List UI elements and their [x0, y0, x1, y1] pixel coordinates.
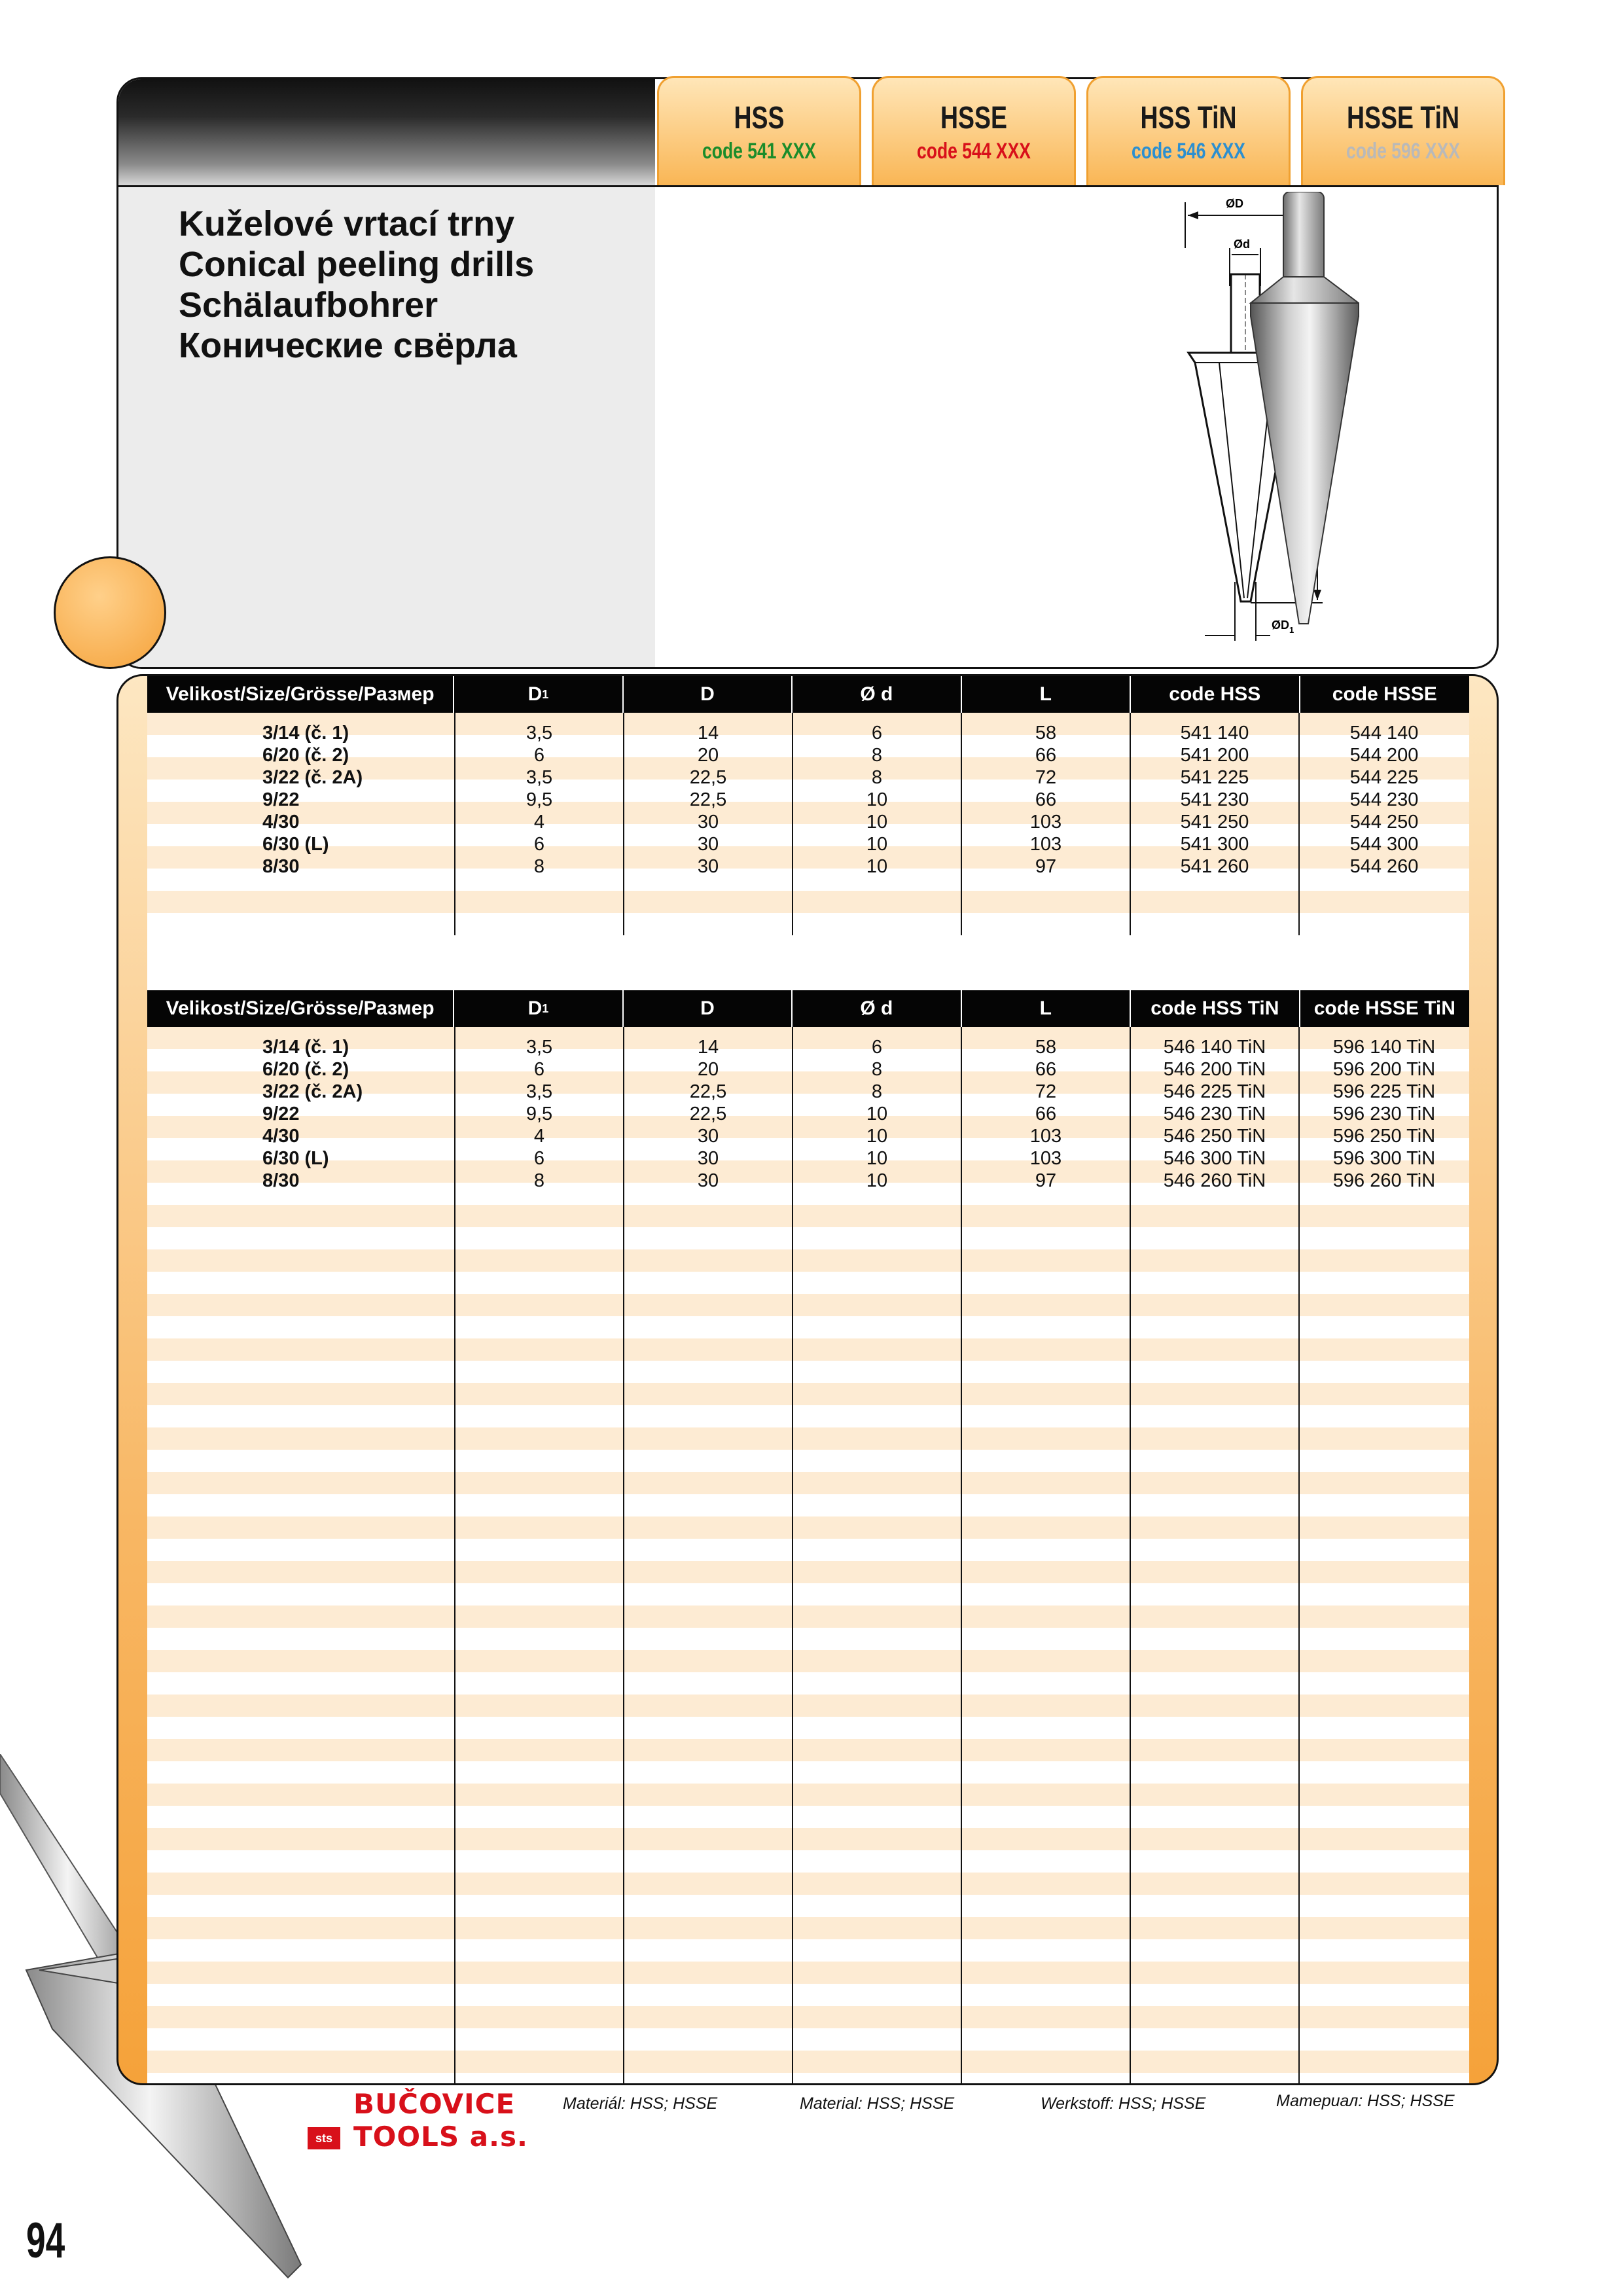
table-stripe — [147, 1583, 1469, 1605]
cell-d1: 4 — [533, 1125, 545, 1147]
col-size: Velikost/Size/Grösse/Размер — [147, 990, 454, 1027]
cell-size: 4/30 — [262, 1125, 300, 1147]
title-german: Schälaufbohrer — [179, 285, 438, 325]
table-stripe — [147, 1850, 1469, 1873]
cell-shank-d: 10 — [866, 1125, 888, 1147]
col-size: Velikost/Size/Grösse/Размер — [147, 676, 454, 713]
cell-shank-d: 6 — [871, 722, 883, 744]
cell-code-2: 596 260 TiN — [1332, 1170, 1436, 1191]
cell-d: 14 — [697, 1036, 719, 1058]
table-hss-hsse — [147, 676, 1469, 935]
cell-d: 14 — [697, 722, 719, 744]
cell-d1: 3,5 — [526, 1081, 553, 1102]
cell-d: 30 — [697, 1147, 719, 1169]
table-stripe — [147, 1984, 1469, 2006]
column-divider — [1298, 1027, 1300, 2085]
cell-code-2: 596 200 TiN — [1332, 1058, 1436, 1080]
table-stripe — [147, 1338, 1469, 1361]
column-divider — [623, 1027, 624, 2085]
cell-code-2: 544 200 — [1349, 744, 1419, 766]
column-divider — [961, 1027, 962, 2085]
table-stripe — [147, 1383, 1469, 1405]
cell-size: 6/20 (č. 2) — [262, 1058, 349, 1080]
column-divider — [961, 713, 962, 935]
table-row — [147, 744, 1469, 766]
tab-hss[interactable]: HSS code 541 XXX — [657, 76, 861, 185]
cell-code-2: 596 250 TiN — [1332, 1125, 1436, 1147]
cell-d1: 3,5 — [526, 1036, 553, 1058]
cell-code-2: 544 230 — [1349, 789, 1419, 810]
cell-d1: 9,5 — [526, 789, 553, 810]
column-divider — [623, 713, 624, 935]
cell-d: 30 — [697, 1125, 719, 1147]
cell-d: 22,5 — [689, 1103, 727, 1124]
col-d: D — [624, 990, 793, 1027]
table-row — [147, 1081, 1469, 1103]
col-shank-d: Ø d — [793, 990, 961, 1027]
cell-d: 20 — [697, 1058, 719, 1080]
column-divider — [1130, 1027, 1131, 2085]
cell-shank-d: 10 — [866, 1170, 888, 1191]
table-stripe — [147, 1361, 1469, 1383]
table-stripe — [147, 1739, 1469, 1761]
table-stripe — [147, 1272, 1469, 1294]
column-divider — [454, 713, 455, 935]
cell-code-1: 546 225 TiN — [1163, 1081, 1266, 1102]
cell-length: 103 — [1029, 811, 1062, 833]
cell-shank-d: 10 — [866, 789, 888, 810]
table-stripe — [147, 913, 1469, 935]
cell-d: 30 — [697, 833, 719, 855]
col-shank-d: Ø d — [793, 676, 961, 713]
cell-d: 30 — [697, 855, 719, 877]
table-stripe — [147, 1806, 1469, 1828]
tab-hsse-tin[interactable]: HSSE TiN code 596 XXX — [1301, 76, 1505, 185]
cell-length: 72 — [1035, 1081, 1057, 1102]
table-row — [147, 1036, 1469, 1058]
table-header — [147, 990, 1469, 1027]
cell-size: 8/30 — [262, 1170, 300, 1191]
cell-length: 58 — [1035, 1036, 1057, 1058]
cell-length: 66 — [1035, 1103, 1057, 1124]
cell-shank-d: 10 — [866, 855, 888, 877]
table-row — [147, 789, 1469, 811]
table-stripe — [147, 1873, 1469, 1895]
table-stripe — [147, 1450, 1469, 1472]
cell-d1: 3,5 — [526, 722, 553, 744]
table-stripe — [147, 2073, 1469, 2085]
cell-code-1: 541 300 — [1180, 833, 1249, 855]
company-logo-mark: sts — [308, 2127, 340, 2149]
cell-d1: 6 — [533, 744, 545, 766]
column-divider — [454, 1027, 455, 2085]
cell-length: 58 — [1035, 722, 1057, 744]
cell-length: 103 — [1029, 833, 1062, 855]
table-stripe — [147, 1316, 1469, 1338]
column-divider — [792, 1027, 793, 2085]
table-header — [147, 676, 1469, 713]
cell-code-2: 544 140 — [1349, 722, 1419, 744]
cell-d: 30 — [697, 1170, 719, 1191]
title-russian: Конические свёрла — [179, 326, 517, 365]
cell-length: 97 — [1035, 855, 1057, 877]
cell-shank-d: 10 — [866, 1147, 888, 1169]
material-czech: Materiál: HSS; HSSE — [563, 2094, 718, 2113]
table-stripe — [147, 2051, 1469, 2073]
cell-code-1: 546 300 TiN — [1163, 1147, 1266, 1169]
cell-size: 6/20 (č. 2) — [262, 744, 349, 766]
company-logo-line1: BUČOVICE — [353, 2088, 516, 2120]
column-divider — [1130, 713, 1131, 935]
col-code-hsse: code HSSE — [1332, 683, 1437, 705]
material-english: Material: HSS; HSSE — [800, 2094, 955, 2113]
cell-d1: 3,5 — [526, 766, 553, 788]
cell-shank-d: 10 — [866, 811, 888, 833]
tab-hss-tin[interactable]: HSS TiN code 546 XXX — [1086, 76, 1291, 185]
cell-length: 103 — [1029, 1147, 1062, 1169]
tables-panel — [116, 674, 1499, 2085]
cell-code-2: 596 230 TiN — [1332, 1103, 1436, 1124]
cell-code-1: 546 250 TiN — [1163, 1125, 1266, 1147]
table-row — [147, 1125, 1469, 1147]
table-stripe — [147, 1828, 1469, 1850]
cell-length: 97 — [1035, 1170, 1057, 1191]
material-russian: Материал: HSS; HSSE — [1276, 2092, 1455, 2110]
title-english: Conical peeling drills — [179, 245, 535, 284]
cell-size: 3/22 (č. 2A) — [262, 1081, 363, 1102]
cell-d1: 6 — [533, 1058, 545, 1080]
cell-shank-d: 8 — [871, 1081, 883, 1102]
cell-code-1: 541 230 — [1180, 789, 1249, 810]
cell-code-1: 541 225 — [1180, 766, 1249, 788]
cell-code-2: 596 300 TiN — [1332, 1147, 1436, 1169]
cell-shank-d: 10 — [866, 833, 888, 855]
cell-size: 9/22 — [262, 789, 300, 810]
table-stripe — [147, 1695, 1469, 1717]
dim-d-label: Ød — [1234, 238, 1250, 251]
cell-size: 6/30 (L) — [262, 833, 329, 855]
table-stripe — [147, 1205, 1469, 1227]
table-hss-tin-hsse-tin — [147, 990, 1469, 2085]
cell-d: 22,5 — [689, 1081, 727, 1102]
cell-d1: 6 — [533, 833, 545, 855]
cell-shank-d: 8 — [871, 744, 883, 766]
col-d1: D 1 — [454, 676, 623, 713]
cell-shank-d: 8 — [871, 766, 883, 788]
table-stripe — [147, 1405, 1469, 1427]
cell-code-1: 546 140 TiN — [1163, 1036, 1266, 1058]
cell-shank-d: 10 — [866, 1103, 888, 1124]
cell-d1: 8 — [533, 855, 545, 877]
orange-bullet-decoration — [54, 556, 166, 669]
table-stripe — [147, 1672, 1469, 1695]
table-row — [147, 766, 1469, 789]
table-stripe — [147, 891, 1469, 913]
material-german: Werkstoff: HSS; HSSE — [1041, 2094, 1206, 2113]
table-row — [147, 1058, 1469, 1081]
tab-hsse[interactable]: HSSE code 544 XXX — [872, 76, 1076, 185]
cell-size: 3/14 (č. 1) — [262, 1036, 349, 1058]
cell-code-2: 544 260 — [1349, 855, 1419, 877]
header-black-bar — [118, 79, 655, 185]
table-stripe — [147, 1294, 1469, 1316]
cell-size: 6/30 (L) — [262, 1147, 329, 1169]
table-stripe — [147, 2006, 1469, 2028]
company-logo-line2: TOOLS a.s. — [353, 2121, 528, 2153]
table-stripe — [147, 1516, 1469, 1539]
cell-code-2: 544 300 — [1349, 833, 1419, 855]
cell-d: 22,5 — [689, 766, 727, 788]
table-row — [147, 1103, 1469, 1125]
column-divider — [792, 713, 793, 935]
table-stripe — [147, 1628, 1469, 1650]
cell-length: 66 — [1035, 1058, 1057, 1080]
dim-D1-label: $ØD_1$ — [1272, 619, 1294, 635]
cell-code-1: 541 260 — [1180, 855, 1249, 877]
table-stripe — [147, 1650, 1469, 1672]
cell-code-1: 546 200 TiN — [1163, 1058, 1266, 1080]
cell-code-1: 541 140 — [1180, 722, 1249, 744]
col-length: L — [962, 990, 1131, 1027]
table-row — [147, 1170, 1469, 1192]
table-row — [147, 722, 1469, 744]
cell-d: 22,5 — [689, 789, 727, 810]
cell-code-1: 541 250 — [1180, 811, 1249, 833]
col-length: L — [962, 676, 1131, 713]
table-row — [147, 855, 1469, 878]
title-czech: Kuželové vrtací trny — [179, 204, 515, 243]
cell-size: 9/22 — [262, 1103, 300, 1124]
col-code-hss: code HSS — [1131, 676, 1300, 713]
col-code-hss-tin: code HSS TiN — [1131, 990, 1300, 1027]
table-stripe — [147, 1472, 1469, 1494]
cell-size: 8/30 — [262, 855, 300, 877]
table-stripe — [147, 1895, 1469, 1917]
cell-size: 3/22 (č. 2A) — [262, 766, 363, 788]
col-d: D — [624, 676, 793, 713]
col-d1: D 1 — [454, 990, 623, 1027]
dim-D-label: ØD — [1226, 197, 1243, 210]
column-divider — [1298, 713, 1300, 935]
table-stripe — [147, 1227, 1469, 1249]
table-stripe — [147, 1494, 1469, 1516]
table-row — [147, 833, 1469, 855]
cell-size: 4/30 — [262, 811, 300, 833]
table-row — [147, 811, 1469, 833]
cell-length: 103 — [1029, 1125, 1062, 1147]
table-stripe — [147, 2028, 1469, 2051]
table-stripe — [147, 1717, 1469, 1739]
col-code-hsse-tin: code HSSE TiN — [1313, 997, 1455, 1019]
cell-size: 3/14 (č. 1) — [262, 722, 349, 744]
cell-d: 30 — [697, 811, 719, 833]
cell-code-2: 544 250 — [1349, 811, 1419, 833]
cell-shank-d: 8 — [871, 1058, 883, 1080]
table-stripe — [147, 1784, 1469, 1806]
drill-3d-illustration — [1231, 192, 1388, 650]
cell-shank-d: 6 — [871, 1036, 883, 1058]
table-stripe — [147, 1962, 1469, 1984]
cell-code-2: 596 140 TiN — [1332, 1036, 1436, 1058]
table-stripe — [147, 1605, 1469, 1628]
cell-d1: 4 — [533, 811, 545, 833]
cell-d1: 6 — [533, 1147, 545, 1169]
cell-d: 20 — [697, 744, 719, 766]
table-stripe — [147, 1561, 1469, 1583]
table-row — [147, 1147, 1469, 1170]
cell-d1: 9,5 — [526, 1103, 553, 1124]
cell-code-1: 541 200 — [1180, 744, 1249, 766]
table-stripe — [147, 1761, 1469, 1784]
cell-code-2: 596 225 TiN — [1332, 1081, 1436, 1102]
cell-length: 72 — [1035, 766, 1057, 788]
table-stripe — [147, 1917, 1469, 1939]
table-stripe — [147, 1939, 1469, 1962]
table-stripe — [147, 1427, 1469, 1450]
cell-length: 66 — [1035, 744, 1057, 766]
cell-code-1: 546 230 TiN — [1163, 1103, 1266, 1124]
cell-code-2: 544 225 — [1349, 766, 1419, 788]
cell-length: 66 — [1035, 789, 1057, 810]
page-number: 94 — [26, 2213, 65, 2269]
cell-code-1: 546 260 TiN — [1163, 1170, 1266, 1191]
table-stripe — [147, 1539, 1469, 1561]
cell-d1: 8 — [533, 1170, 545, 1191]
table-stripe — [147, 1249, 1469, 1272]
